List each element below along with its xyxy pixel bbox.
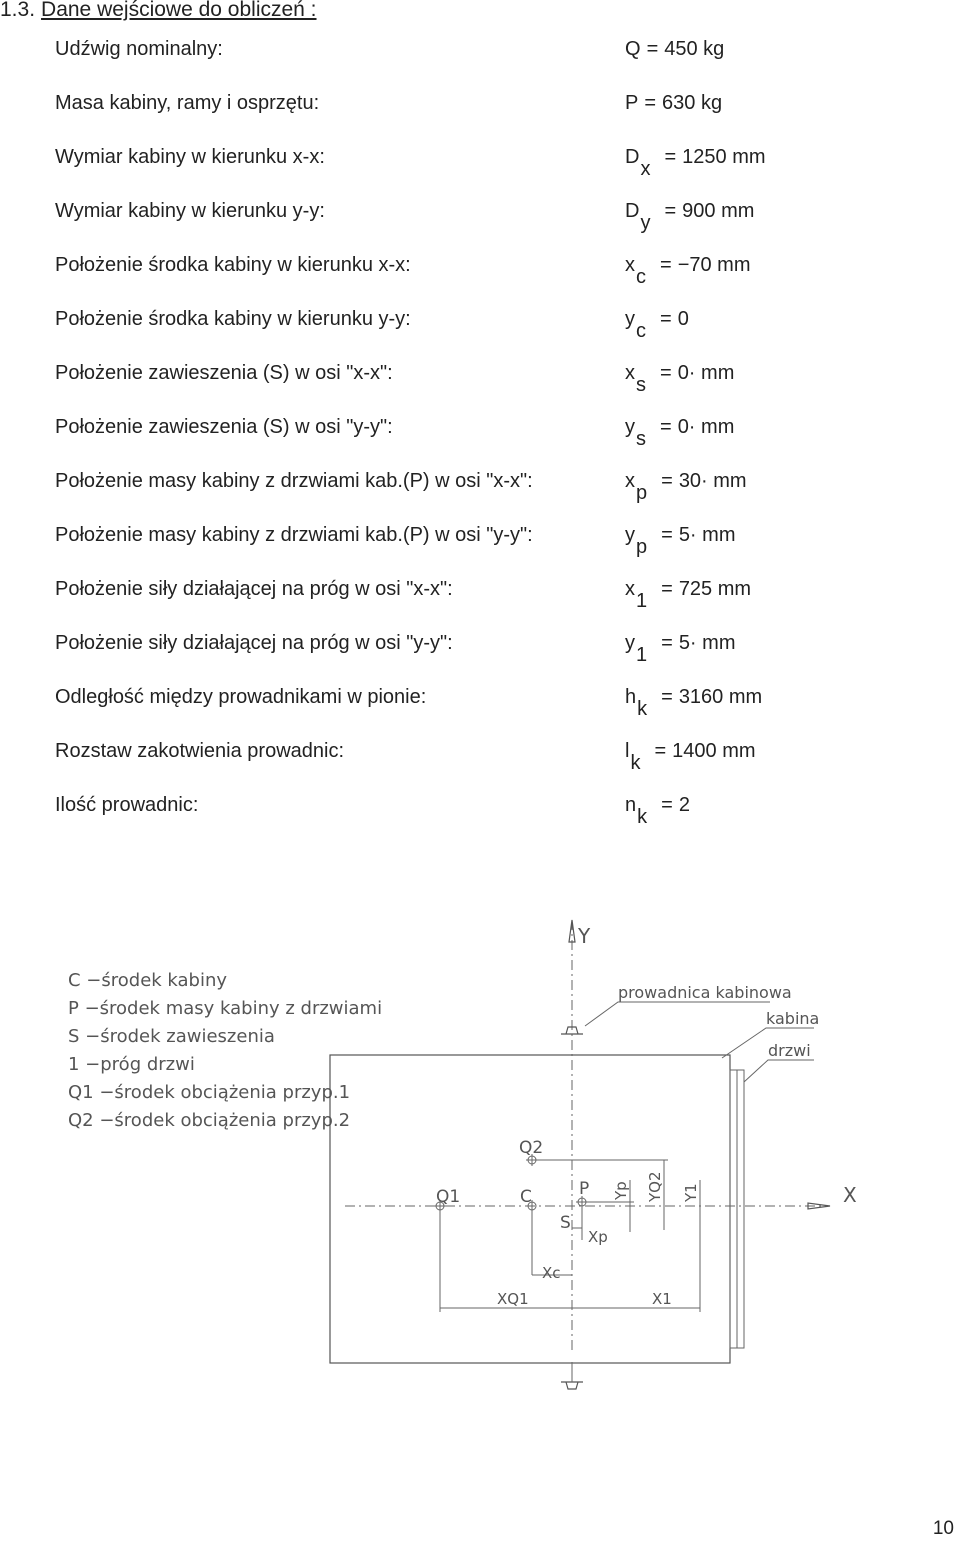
data-row: [0, 362, 960, 416]
section-heading: [0, 0, 317, 22]
q2-label: Q2: [519, 1138, 544, 1158]
guide-leader: [585, 1002, 770, 1026]
data-row-formula: [625, 146, 766, 180]
formula-subscript: y: [640, 212, 651, 234]
formula-symbol: x: [625, 254, 635, 276]
formula-value: 1250 mm: [682, 146, 766, 168]
legend-item: C −środek kabiny: [68, 970, 228, 991]
data-row-label: Wymiar kabiny w kierunku y-y:: [55, 200, 325, 222]
data-row-label: Odległość między prowadnikami w pionie:: [55, 686, 427, 708]
data-row: [0, 200, 960, 254]
data-row-label: Rozstaw zakotwienia prowadnic:: [55, 740, 345, 762]
data-row-label: Położenie środka kabiny w kierunku y-y:: [55, 308, 411, 330]
guide-label: prowadnica kabinowa: [618, 983, 792, 1002]
data-row-formula: [625, 38, 724, 61]
formula-subscript: s: [636, 374, 646, 396]
formula-symbol: l: [625, 740, 630, 762]
data-row-formula: [625, 200, 755, 234]
equals-sign: =: [661, 470, 673, 492]
formula-subscript: k: [637, 698, 648, 720]
formula-value: 0· mm: [677, 362, 735, 384]
data-row: [0, 686, 960, 740]
data-row-formula: [625, 686, 763, 720]
yq2-label: YQ2: [646, 1171, 664, 1202]
formula-value: 630 kg: [662, 92, 723, 114]
formula-value: 30· mm: [678, 470, 747, 492]
data-row: [0, 578, 960, 632]
door-leader: [744, 1060, 814, 1082]
formula-subscript: c: [636, 320, 646, 342]
equals-sign: =: [660, 362, 672, 384]
p-label: P: [579, 1179, 590, 1199]
formula-value: 5· mm: [678, 632, 736, 654]
equals-sign: =: [654, 740, 667, 762]
data-row: [0, 470, 960, 524]
data-row-formula: [625, 524, 736, 558]
drawing-legend: [68, 970, 382, 1131]
equals-sign: =: [644, 92, 657, 114]
door-label: drzwi: [768, 1041, 811, 1060]
y1-label: Y1: [682, 1183, 700, 1202]
xq1-label: XQ1: [497, 1290, 529, 1308]
section-number: 1.3.: [0, 0, 36, 21]
data-row-formula: [625, 470, 747, 504]
formula-value: 725 mm: [678, 578, 752, 600]
s-label: S: [560, 1213, 571, 1233]
section-title: Dane wejściowe do obliczeń :: [41, 0, 317, 21]
data-row: [0, 632, 960, 686]
data-row: [0, 416, 960, 470]
formula-value: 3160 mm: [678, 686, 763, 708]
data-row-label: Masa kabiny, ramy i osprzętu:: [55, 92, 320, 114]
formula-symbol: y: [625, 308, 635, 330]
cabin-layout-drawing: [0, 910, 960, 1410]
data-row-label: Położenie środka kabiny w kierunku x-x:: [55, 254, 411, 276]
formula-value: 1400 mm: [672, 740, 756, 762]
equals-sign: =: [660, 308, 672, 330]
formula-symbol: Q: [625, 38, 641, 60]
equals-sign: =: [661, 686, 673, 708]
data-row-label: Ilość prowadnic:: [55, 794, 199, 816]
formula-value: 900 mm: [682, 200, 755, 222]
data-row-label: Położenie masy kabiny z drzwiami kab.(P) w osi "y-y":: [55, 524, 533, 546]
legend-item: Q2 −środek obciążenia przyp.2: [68, 1110, 351, 1131]
formula-subscript: k: [630, 752, 641, 774]
formula-value: 0· mm: [677, 416, 735, 438]
formula-subscript: 1: [636, 590, 648, 612]
equals-sign: =: [661, 524, 673, 546]
formula-value: 0: [677, 308, 689, 330]
data-row: [0, 524, 960, 578]
data-row-formula: [625, 794, 690, 828]
axis-y-label: Y: [578, 924, 591, 948]
formula-subscript: s: [636, 428, 646, 450]
formula-value: 450 kg: [664, 38, 725, 60]
cabin-label: kabina: [766, 1009, 820, 1028]
data-row-label: Położenie siły działającej na próg w osi "x-x":: [55, 578, 453, 600]
formula-value: 2: [678, 794, 690, 816]
formula-symbol: n: [625, 794, 637, 816]
data-row: [0, 254, 960, 308]
equals-sign: =: [664, 200, 677, 222]
formula-subscript: x: [640, 158, 651, 180]
data-row-label: Położenie zawieszenia (S) w osi "y-y":: [55, 416, 393, 438]
formula-symbol: D: [625, 200, 640, 222]
data-row-label: Wymiar kabiny w kierunku x-x:: [55, 146, 325, 168]
formula-symbol: x: [625, 362, 635, 384]
equals-sign: =: [660, 254, 672, 276]
formula-symbol: D: [625, 146, 640, 168]
data-row: [0, 146, 960, 200]
formula-value: −70 mm: [677, 254, 751, 276]
data-row-formula: [625, 632, 736, 666]
data-row-label: Położenie masy kabiny z drzwiami kab.(P) w osi "x-x":: [55, 470, 533, 492]
data-row-formula: [625, 308, 689, 342]
equals-sign: =: [646, 38, 659, 60]
data-row: [0, 38, 960, 92]
formula-symbol: y: [625, 632, 635, 654]
data-row: [0, 308, 960, 362]
data-row-formula: [625, 254, 751, 288]
equals-sign: =: [661, 794, 673, 816]
equals-sign: =: [660, 416, 672, 438]
data-row-label: Położenie siły działającej na próg w osi "y-y":: [55, 632, 453, 654]
x1-label: X1: [652, 1290, 672, 1308]
equals-sign: =: [661, 578, 673, 600]
axis-x-label: X: [843, 1183, 857, 1207]
axis-y-arrow: [569, 920, 575, 942]
formula-subscript: c: [636, 266, 646, 288]
formula-symbol: y: [625, 524, 635, 546]
data-row-formula: [625, 416, 735, 450]
formula-subscript: p: [636, 482, 648, 504]
q1-label: Q1: [436, 1187, 461, 1207]
equals-sign: =: [661, 632, 673, 654]
equals-sign: =: [664, 146, 677, 168]
data-row: [0, 92, 960, 146]
formula-symbol: h: [625, 686, 637, 708]
data-row-formula: [625, 362, 735, 396]
formula-subscript: p: [636, 536, 648, 558]
formula-subscript: 1: [636, 644, 648, 666]
legend-item: 1 −próg drzwi: [68, 1054, 195, 1075]
formula-symbol: y: [625, 416, 635, 438]
data-row: [0, 740, 960, 794]
legend-item: P −środek masy kabiny z drzwiami: [68, 998, 383, 1019]
page-number: 10: [932, 1518, 954, 1539]
data-row: [0, 794, 960, 848]
data-row-label: Położenie zawieszenia (S) w osi "x-x":: [55, 362, 393, 384]
yp-label: Yp: [612, 1181, 630, 1200]
xp-label: Xp: [588, 1228, 608, 1246]
data-row-label: Udźwig nominalny:: [55, 38, 223, 60]
formula-symbol: x: [625, 578, 635, 600]
legend-item: S −środek zawieszenia: [68, 1026, 275, 1047]
c-label: C: [520, 1187, 532, 1207]
formula-symbol: x: [625, 470, 635, 492]
formula-subscript: k: [637, 806, 648, 828]
data-row-formula: [625, 740, 756, 774]
data-row-formula: [625, 92, 722, 115]
formula-value: 5· mm: [678, 524, 736, 546]
formula-symbol: P: [625, 92, 639, 114]
xc-label: Xc: [542, 1264, 561, 1282]
data-row-formula: [625, 578, 752, 612]
legend-item: Q1 −środek obciążenia przyp.1: [68, 1082, 351, 1103]
